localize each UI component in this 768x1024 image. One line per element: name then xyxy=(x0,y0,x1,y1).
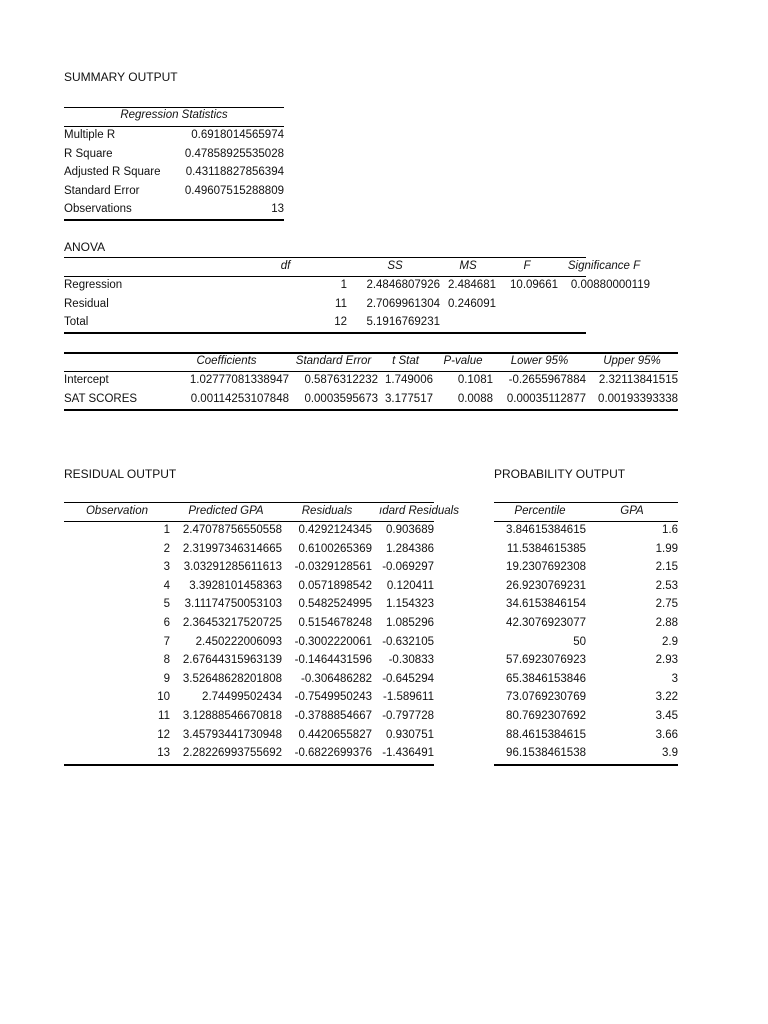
table-cell: 0.5876312232 xyxy=(304,374,378,386)
table-cell: 1.154323 xyxy=(386,598,434,611)
stat-label: Adjusted R Square xyxy=(64,166,161,179)
row-label: Intercept xyxy=(64,374,109,386)
table-cell: 3.9 xyxy=(662,747,678,760)
table-cell: -0.1464431596 xyxy=(294,654,372,667)
table-cell: 3.177517 xyxy=(385,393,433,405)
table-cell: 3.11174750053103 xyxy=(184,598,282,611)
table-cell: 2.75 xyxy=(655,598,678,611)
table-cell: 57.6923076923 xyxy=(506,654,586,667)
table-cell: 2.88 xyxy=(655,617,678,629)
table-cell: -1.589611 xyxy=(383,691,434,704)
table-cell: 2.484681 xyxy=(448,279,496,291)
coef-header-cell: t Stat xyxy=(392,355,419,367)
coef-header-cell: Lower 95% xyxy=(510,355,569,367)
table-cell: 34.6153846154 xyxy=(506,598,586,611)
table-cell: 2.4846807926 xyxy=(366,279,440,291)
residual-header-cell: Predicted GPA xyxy=(188,505,264,517)
regression-statistics-header: Regression Statistics xyxy=(120,109,228,121)
table-cell: 2.74499502434 xyxy=(202,691,282,704)
table-cell: 5 xyxy=(163,598,170,611)
table-cell: 1.284386 xyxy=(386,542,434,555)
probability-output-title: PROBABILITY OUTPUT xyxy=(494,467,626,481)
anova-bottom-rule xyxy=(64,332,586,334)
table-cell: -0.3788854667 xyxy=(294,710,372,722)
anova-header-cell: Significance F xyxy=(567,260,641,272)
table-top-rule xyxy=(64,107,284,108)
residual-header-cell: Observation xyxy=(85,505,148,517)
anova-header-cell: MS xyxy=(459,260,477,272)
table-cell: 1.085296 xyxy=(386,617,434,629)
table-cell: 5.1916769231 xyxy=(366,316,440,329)
table-cell: 13 xyxy=(157,747,170,760)
table-cell: -0.645294 xyxy=(382,672,434,685)
anova-header-cell: SS xyxy=(387,260,403,272)
stat-label: R Square xyxy=(64,147,113,160)
table-cell: -0.0329128561 xyxy=(294,561,372,574)
stat-value: 0.43118827856394 xyxy=(185,166,284,179)
table-cell: 3 xyxy=(671,672,678,685)
table-cell: 3.45 xyxy=(655,710,678,722)
table-cell: 2.47078756550558 xyxy=(182,524,282,536)
table-cell: 0.5482524995 xyxy=(298,598,372,611)
stat-value: 0.47858925535028 xyxy=(184,147,284,160)
table-cell: 1.02777081338947 xyxy=(189,374,289,386)
table-cell: -0.6822699376 xyxy=(294,747,372,760)
row-label: SAT SCORES xyxy=(64,393,138,405)
table-cell: 2.15 xyxy=(655,561,678,574)
table-cell: 1.749006 xyxy=(385,374,433,386)
table-cell: 3.03291285611613 xyxy=(183,561,282,574)
coef-header-cell: Upper 95% xyxy=(603,355,661,367)
table-cell: 2.31997346314665 xyxy=(182,542,282,555)
table-cell: 73.0769230769 xyxy=(506,691,586,704)
stat-label: Observations xyxy=(64,203,132,216)
table-cell: 19.2307692308 xyxy=(506,561,586,574)
probability-bottom-rule xyxy=(494,764,678,766)
table-cell: 0.0571898542 xyxy=(298,579,372,592)
table-cell: 2.7069961304 xyxy=(366,297,440,310)
residual-output-title: RESIDUAL OUTPUT xyxy=(64,467,177,481)
table-cell: 12 xyxy=(157,728,170,741)
table-cell: -0.7549950243 xyxy=(294,691,372,704)
table-cell: 11 xyxy=(335,297,347,310)
table-cell: 0.0088 xyxy=(457,393,493,405)
table-cell: -0.632105 xyxy=(382,635,434,648)
residual-header-cell: ıdard Residuals xyxy=(379,505,459,517)
table-cell: 2.9 xyxy=(662,635,678,648)
table-cell: 2.32113841515 xyxy=(598,374,678,386)
table-cell: 12 xyxy=(334,316,347,329)
anova-header-cell: df xyxy=(280,260,291,272)
table-cell: 2.53 xyxy=(655,579,678,592)
table-cell: 0.00114253107848 xyxy=(190,393,289,405)
table-cell: 10 xyxy=(157,691,170,704)
probability-header-cell: GPA xyxy=(620,505,644,517)
table-cell: 0.0003595673 xyxy=(304,393,378,405)
residual-bottom-rule xyxy=(64,764,434,766)
table-cell: 9 xyxy=(163,672,170,685)
row-label: Total xyxy=(64,316,89,329)
anova-title: ANOVA xyxy=(64,240,106,254)
table-cell: 3.45793441730948 xyxy=(182,728,282,741)
table-cell: 2.67644315963139 xyxy=(182,654,282,667)
table-cell: 0.6100265369 xyxy=(298,542,372,555)
table-cell: 80.7692307692 xyxy=(506,710,586,722)
table-cell: 42.3076923077 xyxy=(506,617,586,629)
table-cell: 0.930751 xyxy=(386,728,434,741)
anova-header-cell: F xyxy=(523,260,531,272)
row-label: Regression xyxy=(64,279,123,291)
table-cell: 2.36453217520725 xyxy=(182,617,282,629)
table-cell: 0.00193393338 xyxy=(598,393,678,405)
table-cell: 4 xyxy=(163,579,170,592)
table-cell: 26.9230769231 xyxy=(506,579,586,592)
table-cell: -0.30833 xyxy=(388,654,434,667)
table-cell: 65.3846153846 xyxy=(506,672,586,685)
table-cell: 0.4420655827 xyxy=(298,728,372,741)
coef-header-cell: P-value xyxy=(443,355,483,367)
coef-header-cell: Standard Error xyxy=(295,355,372,367)
table-cell: 7 xyxy=(163,635,170,648)
table-cell: 0.4292124345 xyxy=(298,524,372,536)
table-cell: 2 xyxy=(163,542,170,555)
table-cell: 1 xyxy=(340,279,347,291)
stat-value: 0.49607515288809 xyxy=(184,184,284,197)
coef-header-cell: Coefficients xyxy=(196,355,257,367)
table-cell: 88.4615384615 xyxy=(506,728,586,741)
table-cell: 1.99 xyxy=(655,542,678,555)
stat-value: 13 xyxy=(271,203,284,216)
table-cell: 3 xyxy=(163,561,170,574)
table-cell: 0.00035112877 xyxy=(506,393,586,405)
table-cell: 2.450222006093 xyxy=(195,635,282,648)
table-cell: 3.3928101458363 xyxy=(189,579,282,592)
table-cell: 10.09661 xyxy=(510,279,558,291)
table-cell: 3.22 xyxy=(655,691,678,704)
table-cell: 0.246091 xyxy=(448,297,496,310)
table-cell: 11 xyxy=(158,710,170,722)
table-cell: 3.84615384615 xyxy=(506,524,586,536)
stat-label: Standard Error xyxy=(64,184,140,197)
table-cell: 0.1081 xyxy=(457,374,493,386)
table-cell: 1 xyxy=(163,524,170,536)
coef-bottom-rule xyxy=(64,409,678,411)
probability-header-cell: Percentile xyxy=(514,505,566,517)
table-cell: -0.2655967884 xyxy=(508,374,586,386)
table-cell: -0.797728 xyxy=(382,710,434,722)
table-cell: 2.93 xyxy=(655,654,678,667)
table-cell: 3.12888546670818 xyxy=(182,710,282,722)
table-cell: 96.1538461538 xyxy=(506,747,586,760)
table-cell: 2.28226993755692 xyxy=(182,747,282,760)
table-bottom-rule xyxy=(64,219,284,221)
table-cell: 0.00880000119 xyxy=(570,279,650,291)
table-cell: -0.306486282 xyxy=(301,672,372,685)
table-cell: 11.5384615385 xyxy=(506,542,586,555)
table-cell: 0.5154678248 xyxy=(298,617,372,629)
residual-header-cell: Residuals xyxy=(301,505,353,517)
stat-value: 0.6918014565974 xyxy=(191,129,284,141)
table-cell: -0.069297 xyxy=(382,561,434,574)
stat-label: Multiple R xyxy=(64,129,116,141)
table-cell: 3.66 xyxy=(655,728,678,741)
table-cell: -0.3002220061 xyxy=(294,635,372,648)
table-cell: 6 xyxy=(163,617,170,629)
table-cell: 0.903689 xyxy=(386,524,434,536)
table-cell: 3.52648628201808 xyxy=(182,672,282,685)
table-cell: -1.436491 xyxy=(382,747,434,760)
table-cell: 0.120411 xyxy=(386,579,434,592)
table-cell: 1.6 xyxy=(662,524,678,536)
table-cell: 8 xyxy=(163,654,170,667)
row-label: Residual xyxy=(64,297,109,310)
summary-output-title: SUMMARY OUTPUT xyxy=(64,70,178,84)
table-cell: 50 xyxy=(573,635,586,648)
